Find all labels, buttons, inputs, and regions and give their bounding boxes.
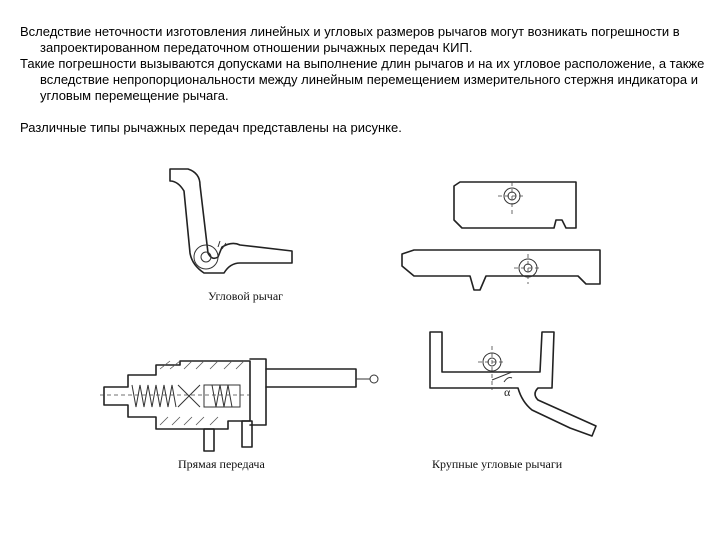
- paragraph-1: Вследствие неточности изготовления линейных и угловых размеров рычагов могут возникать погрешности в запроектированном передаточном отношении рычажных передач КИП.: [20, 24, 680, 55]
- large-angular-levers-drawing: [420, 328, 610, 438]
- direct-transmission-figure: [100, 355, 380, 455]
- angular-lever-figure: [160, 165, 310, 275]
- angle-label: α: [504, 385, 511, 399]
- large-angular-levers-figure: [420, 328, 610, 438]
- direct-transmission-drawing: [100, 355, 380, 455]
- paragraph-3: Различные типы рычажных передач представлены на рисунке.: [20, 120, 402, 135]
- large-angular-levers-caption: Крупные угловые рычаги: [432, 457, 563, 471]
- text-block: [20, 24, 710, 136]
- straight-levers-figure: [400, 180, 610, 310]
- direct-transmission-caption: Прямая передача: [178, 457, 265, 471]
- angular-lever-drawing: [160, 165, 310, 275]
- angular-lever-caption: Угловой рычаг: [208, 289, 284, 303]
- paragraph-2: Такие погрешности вызываются допусками на выполнение длин рычагов и на их угловое расположение, а также вследствие непропорциональности между линейным перемещением измерительного стержня индикатора и угловым перемещение рычага.: [20, 56, 705, 103]
- straight-levers-drawing: [400, 180, 610, 310]
